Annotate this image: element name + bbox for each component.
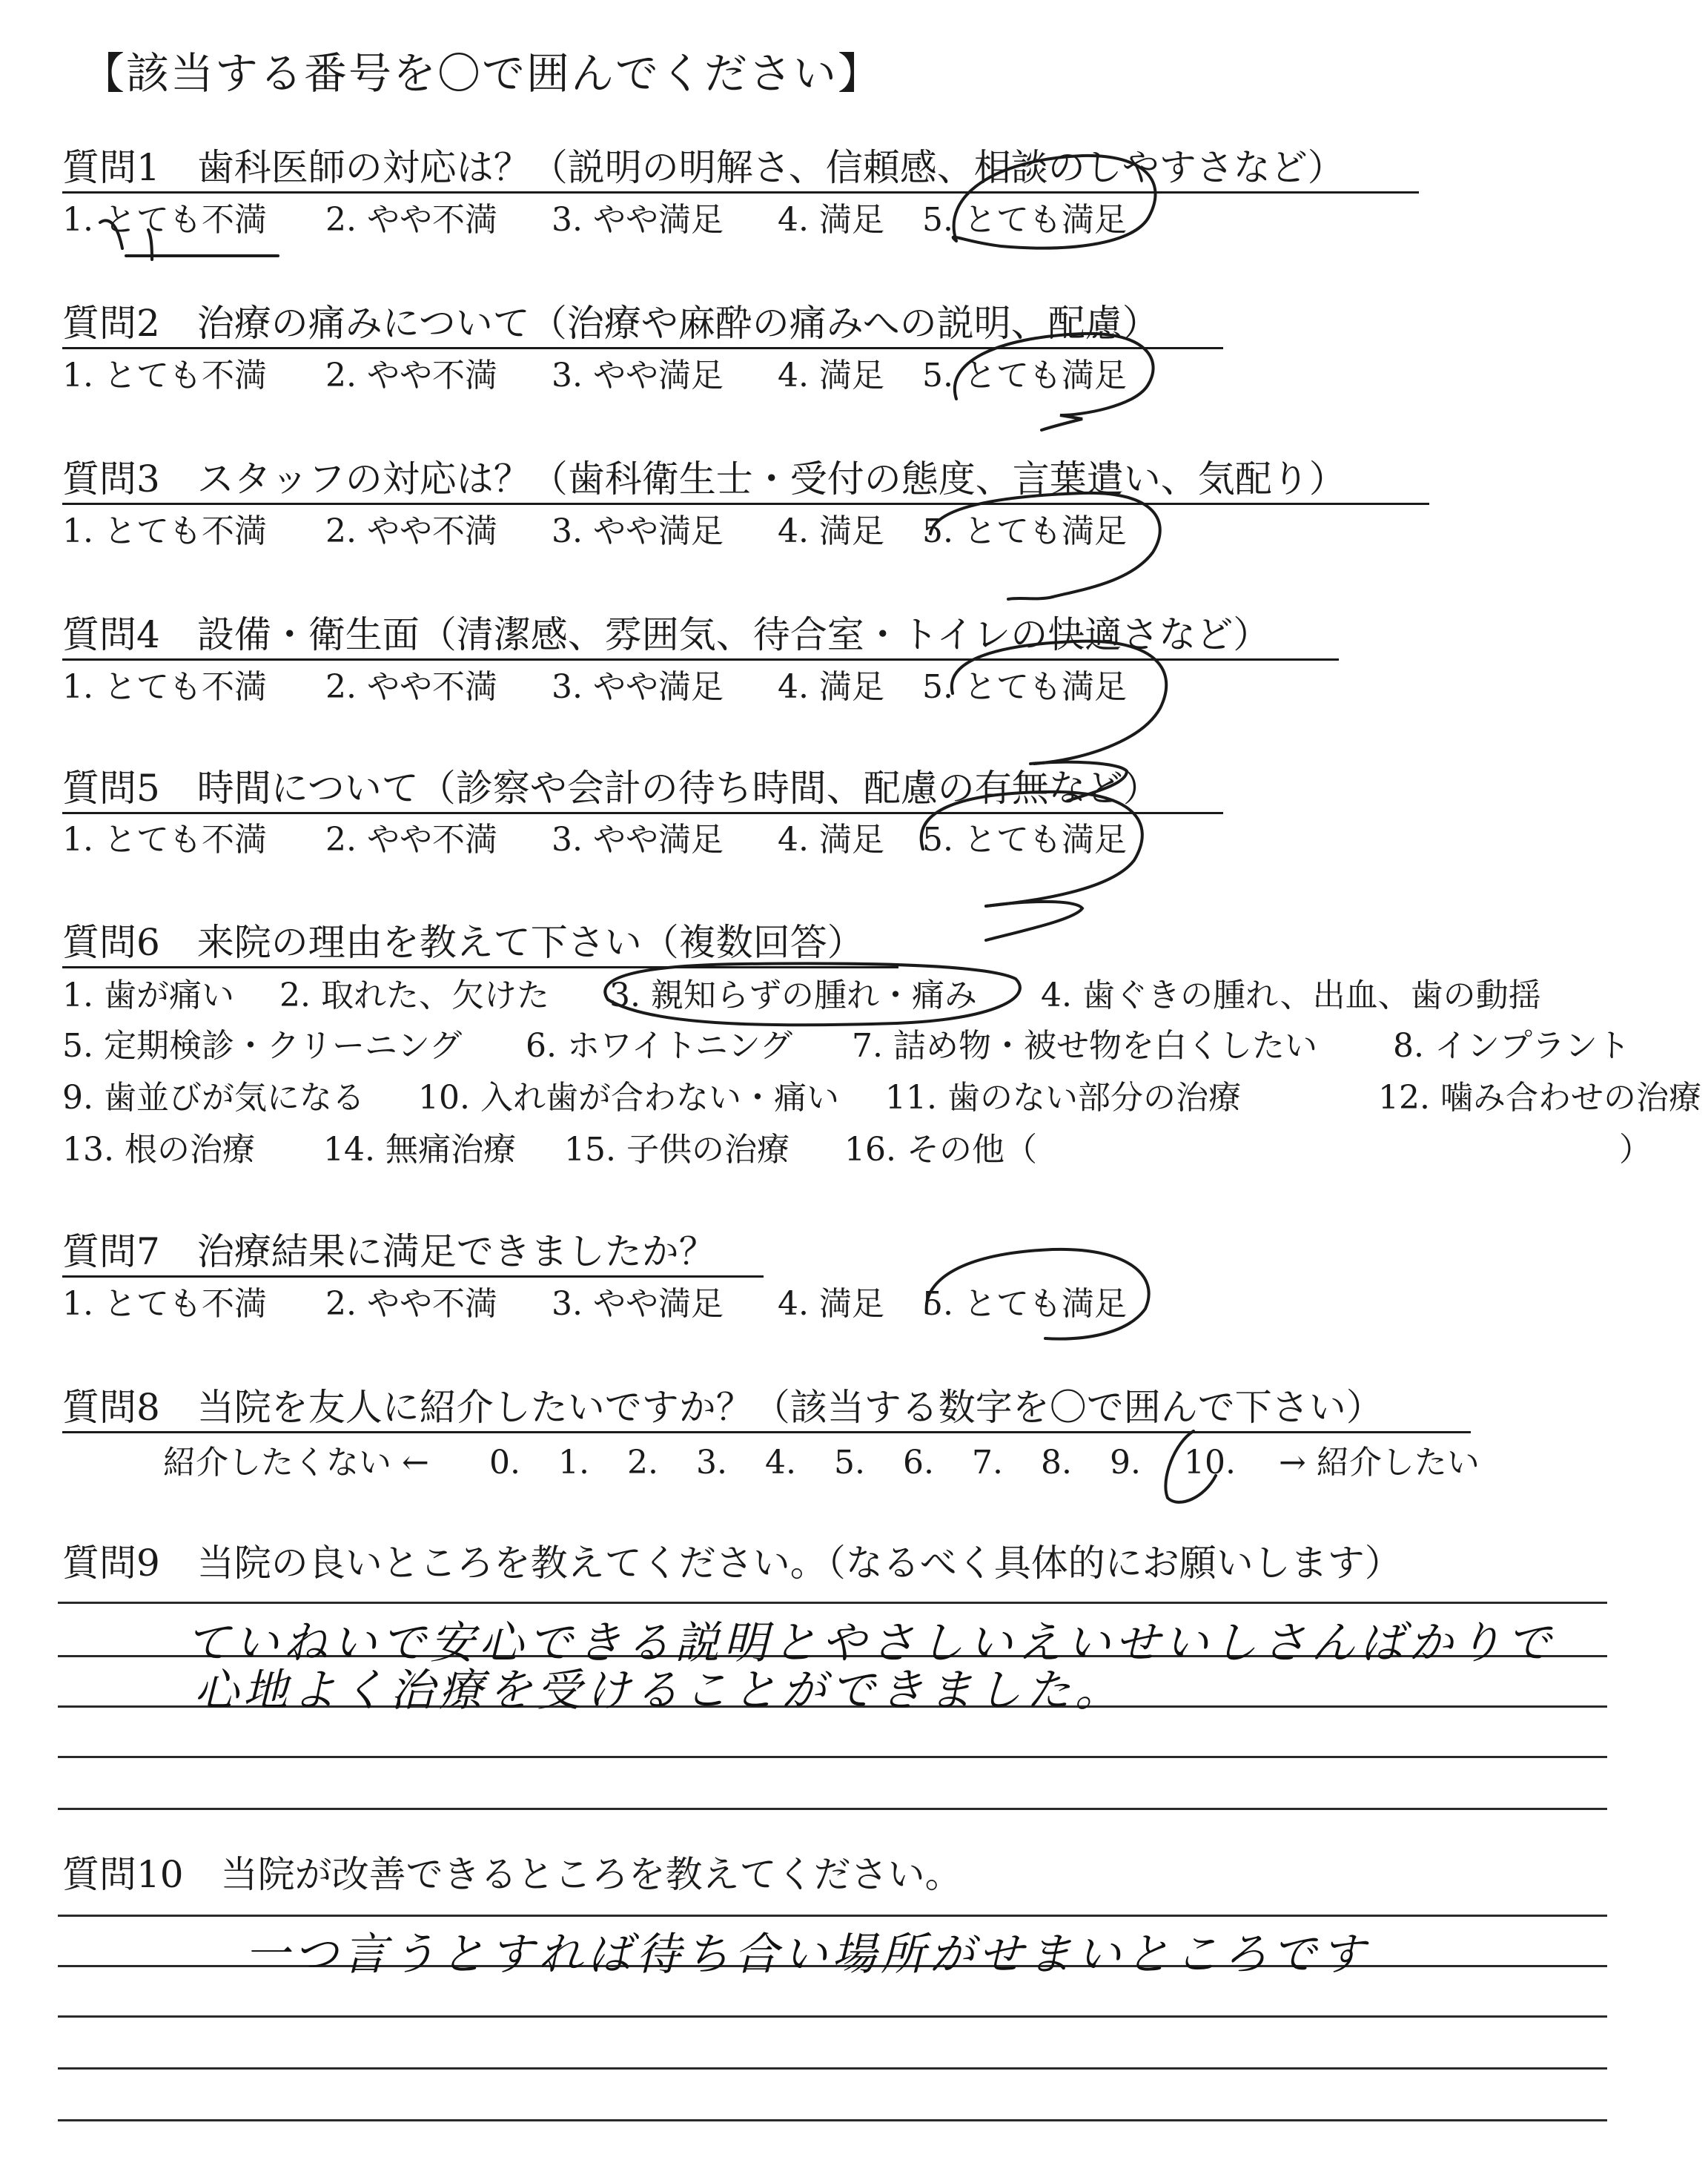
question-5-label: 質問5 時間について（診察や会計の待ち時間、配慮の有無など） xyxy=(62,767,1160,810)
question-1-options xyxy=(62,202,1127,239)
scale-8[interactable]: 8. xyxy=(1041,1444,1072,1482)
question-2-options xyxy=(62,357,1127,394)
reason-2[interactable]: 2. 取れた、欠けた xyxy=(279,977,549,1014)
reason-7[interactable]: 7. 詰め物・被せ物を白くしたい xyxy=(852,1027,1317,1065)
page-title: 【該当する番号を〇で囲んでください】 xyxy=(82,48,883,99)
question-5-underline xyxy=(62,812,1223,814)
reason-1[interactable]: 1. 歯が痛い xyxy=(62,977,234,1014)
question-6-line-4 xyxy=(62,1132,1652,1169)
scale-10[interactable]: 10. xyxy=(1184,1444,1236,1482)
question-7-underline xyxy=(62,1275,764,1278)
question-3-underline xyxy=(62,503,1429,505)
question-6-line-2 xyxy=(62,1028,1630,1065)
scale-1[interactable]: 1. xyxy=(558,1444,589,1482)
scale-5[interactable]: 5. xyxy=(834,1444,865,1482)
option-4[interactable]: 4. 満足 xyxy=(778,357,884,394)
reason-10[interactable]: 10. 入れ歯が合わない・痛い xyxy=(418,1079,839,1117)
answer-line xyxy=(58,1756,1607,1758)
option-2[interactable]: 2. やや不満 xyxy=(325,668,497,706)
question-9-answer-line-1: ていねいで安心できる説明とやさしいえいせいしさんばかりで xyxy=(185,1617,1555,1669)
question-10-answer: 一つ言うとすれば待ち合い場所がせまいところです xyxy=(245,1929,1370,1981)
option-3[interactable]: 3. やや満足 xyxy=(552,1285,724,1323)
option-2[interactable]: 2. やや不満 xyxy=(325,201,497,239)
question-8-scale xyxy=(163,1444,1480,1482)
question-7-options xyxy=(62,1286,1127,1323)
reason-3[interactable]: 3. 親知らずの腫れ・痛み xyxy=(609,977,977,1014)
option-1[interactable]: 1. とても不満 xyxy=(62,512,267,550)
question-6-line-1 xyxy=(62,977,1541,1014)
option-5[interactable]: 5. とても満足 xyxy=(922,512,1127,550)
answer-line xyxy=(58,1915,1607,1917)
scale-9[interactable]: 9. xyxy=(1110,1444,1141,1482)
reason-9[interactable]: 9. 歯並びが気になる xyxy=(62,1079,365,1117)
option-5[interactable]: 5. とても満足 xyxy=(922,1285,1127,1323)
scale-2[interactable]: 2. xyxy=(627,1444,658,1482)
option-1[interactable]: 1. とても不満 xyxy=(62,1285,267,1323)
option-2[interactable]: 2. やや不満 xyxy=(325,512,497,550)
scale-4[interactable]: 4. xyxy=(765,1444,796,1482)
question-9-answer-line-2: 心地よく治療を受けることができました。 xyxy=(194,1665,1124,1717)
question-5-options xyxy=(62,822,1127,859)
question-4-options xyxy=(62,669,1127,706)
answer-line xyxy=(58,1602,1607,1604)
reason-4[interactable]: 4. 歯ぐきの腫れ、出血、歯の動揺 xyxy=(1041,977,1541,1014)
question-3-options xyxy=(62,513,1127,550)
answer-circle-q5-tail xyxy=(986,902,1082,940)
answer-line xyxy=(58,2067,1607,2070)
question-1-underline xyxy=(62,191,1419,194)
reason-6[interactable]: 6. ホワイトニング xyxy=(526,1027,793,1065)
option-3[interactable]: 3. やや満足 xyxy=(552,668,724,706)
question-4-underline xyxy=(62,658,1339,661)
reason-8[interactable]: 8. インプラント xyxy=(1393,1027,1630,1065)
reason-5[interactable]: 5. 定期検診・クリーニング xyxy=(62,1027,463,1065)
question-6-label: 質問6 来院の理由を教えて下さい（複数回答） xyxy=(62,921,864,964)
scale-7[interactable]: 7. xyxy=(972,1444,1003,1482)
option-4[interactable]: 4. 満足 xyxy=(778,821,884,859)
question-8-underline xyxy=(62,1431,1471,1433)
question-2-label: 質問2 治療の痛みについて（治療や麻酔の痛みへの説明、配慮） xyxy=(62,302,1159,345)
reason-16-close: ） xyxy=(1619,1131,1652,1169)
option-3[interactable]: 3. やや満足 xyxy=(552,201,724,239)
option-1[interactable]: 1. とても不満 xyxy=(62,668,267,706)
question-6-line-3 xyxy=(62,1080,1701,1117)
scale-0[interactable]: 0. xyxy=(489,1444,520,1482)
option-2[interactable]: 2. やや不満 xyxy=(325,821,497,859)
question-2-underline xyxy=(62,347,1223,349)
option-4[interactable]: 4. 満足 xyxy=(778,1285,884,1323)
question-8-label: 質問8 当院を友人に紹介したいですか？（該当する数字を〇で囲んで下さい） xyxy=(62,1386,1383,1429)
reason-12[interactable]: 12. 噛み合わせの治療 xyxy=(1378,1079,1701,1117)
option-1[interactable]: 1. とても不満 xyxy=(62,357,267,394)
reason-13[interactable]: 13. 根の治療 xyxy=(62,1131,255,1169)
option-2[interactable]: 2. やや不満 xyxy=(325,357,497,394)
option-5[interactable]: 5. とても満足 xyxy=(922,201,1127,239)
answer-line xyxy=(58,2119,1607,2121)
option-1[interactable]: 1. とても不満 xyxy=(62,821,267,859)
scale-6[interactable]: 6. xyxy=(903,1444,934,1482)
scale-3[interactable]: 3. xyxy=(696,1444,727,1482)
answer-line xyxy=(58,1808,1607,1810)
option-4[interactable]: 4. 満足 xyxy=(778,512,884,550)
reason-11[interactable]: 11. 歯のない部分の治療 xyxy=(885,1079,1241,1117)
option-4[interactable]: 4. 満足 xyxy=(778,668,884,706)
question-4-label: 質問4 設備・衛生面（清潔感、雰囲気、待合室・トイレの快適さなど） xyxy=(62,613,1271,656)
question-10-label: 質問10 当院が改善できるところを教えてください。 xyxy=(62,1853,962,1896)
option-3[interactable]: 3. やや満足 xyxy=(552,357,724,394)
scale-right-label: → 紹介したい xyxy=(1279,1444,1480,1482)
option-5[interactable]: 5. とても満足 xyxy=(922,668,1127,706)
option-1[interactable]: 1. とても不満 xyxy=(62,201,267,239)
reason-14[interactable]: 14. 無痛治療 xyxy=(323,1131,516,1169)
option-4[interactable]: 4. 満足 xyxy=(778,201,884,239)
option-5[interactable]: 5. とても満足 xyxy=(922,821,1127,859)
question-3-label: 質問3 スタッフの対応は？（歯科衛生士・受付の態度、言葉遣い、気配り） xyxy=(62,458,1346,501)
question-6-underline xyxy=(62,966,898,968)
question-7-label: 質問7 治療結果に満足できましたか？ xyxy=(62,1230,716,1273)
option-3[interactable]: 3. やや満足 xyxy=(552,512,724,550)
reason-16[interactable]: 16. その他（ xyxy=(844,1131,1037,1169)
reason-15[interactable]: 15. 子供の治療 xyxy=(564,1131,790,1169)
answer-line xyxy=(58,2015,1607,2018)
option-2[interactable]: 2. やや不満 xyxy=(325,1285,497,1323)
option-5[interactable]: 5. とても満足 xyxy=(922,357,1127,394)
option-3[interactable]: 3. やや満足 xyxy=(552,821,724,859)
question-1-label: 質問1 歯科医師の対応は？（説明の明解さ、信頼感、相談のしやすさなど） xyxy=(62,146,1345,189)
scale-left-label: 紹介したくない ← xyxy=(163,1444,429,1482)
question-9-label: 質問9 当院の良いところを教えてください。（なるべく具体的にお願いします） xyxy=(62,1542,1402,1585)
